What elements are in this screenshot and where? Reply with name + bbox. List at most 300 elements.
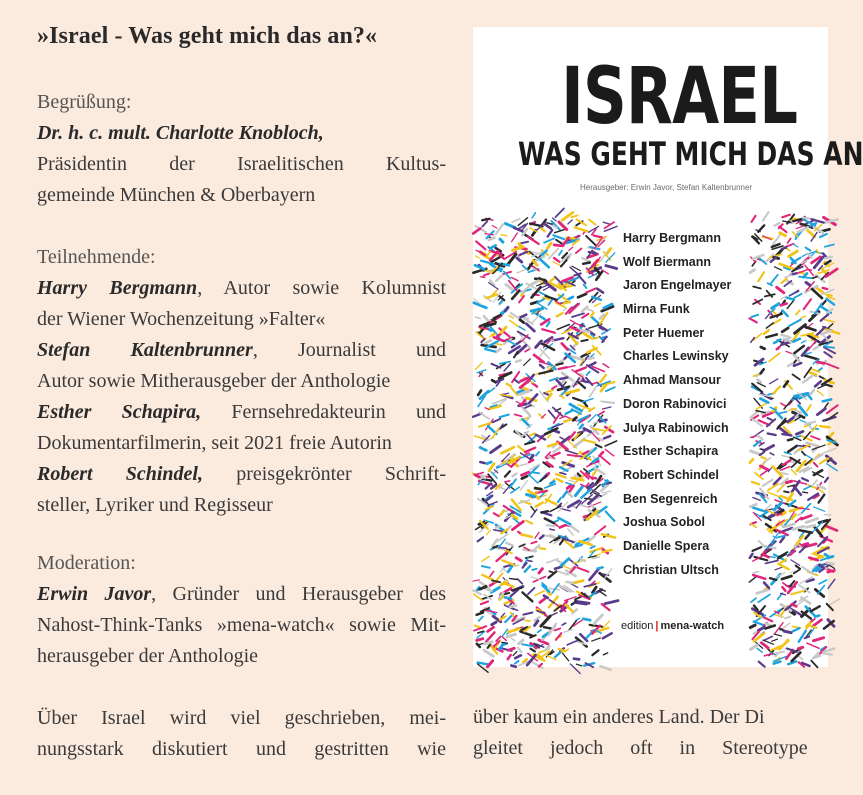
pattern-stroke [490,571,494,576]
participant-desc: Fernsehredakteurin und [201,401,446,423]
pattern-stroke [758,436,763,440]
pattern-stroke [590,548,601,552]
pattern-stroke [766,624,771,626]
welcome-section [37,87,446,211]
pattern-stroke [774,634,782,636]
pattern-stroke [828,579,835,588]
pattern-stroke [559,367,567,369]
pattern-stroke [540,536,543,539]
pattern-stroke [565,597,576,601]
pattern-stroke [510,578,517,579]
pattern-stroke [589,358,594,359]
pattern-stroke [766,323,773,328]
pattern-stroke [752,482,759,485]
pattern-stroke [592,297,601,300]
pattern-stroke [575,545,581,546]
pattern-stroke [553,338,564,340]
pattern-stroke [567,485,571,488]
pattern-stroke [475,363,482,370]
pattern-stroke [605,601,618,604]
pattern-stroke [822,653,832,655]
pattern-stroke [523,388,529,390]
pattern-stroke [496,224,503,234]
cover-editors: Herausgeber: Erwin Javor, Stefan Kaltenbrunner [580,183,753,192]
pattern-stroke [770,379,778,384]
pattern-stroke [761,466,769,470]
pattern-stroke [502,560,514,565]
pattern-stroke [784,339,792,342]
pattern-stroke [814,463,818,467]
pattern-stroke [517,579,522,584]
pattern-stroke [583,619,590,620]
pattern-stroke [560,417,565,419]
pattern-stroke [576,249,582,254]
pattern-stroke [485,349,495,352]
pattern-stroke [511,638,515,640]
pattern-stroke [566,410,573,414]
cover-author: Danielle Spera [623,538,710,553]
participants-section [37,242,446,521]
pattern-stroke [820,234,827,237]
pattern-stroke [761,347,765,349]
pattern-stroke [540,259,549,267]
pattern-stroke [804,426,808,427]
pattern-stroke [825,478,828,482]
pattern-stroke [782,279,787,283]
pattern-stroke [764,654,773,656]
participant-desc-line: steller, Lyriker und Regisseur [37,494,273,516]
pattern-stroke [751,598,756,602]
cover-subtitle: WAS GEHT MICH DAS AN [518,135,863,173]
pattern-stroke [774,340,780,343]
pattern-stroke [562,652,569,661]
pattern-stroke [515,655,521,658]
pattern-stroke [750,270,754,273]
pattern-stroke [604,436,610,438]
pattern-stroke [582,399,593,403]
pattern-stroke [806,455,813,460]
pattern-stroke [780,537,784,542]
pattern-stroke [569,493,572,496]
pattern-stroke [557,479,563,482]
pattern-stroke [572,215,578,217]
pattern-stroke [505,584,513,587]
pattern-stroke [591,313,594,317]
pattern-stroke [557,313,563,316]
pattern-stroke [826,363,839,368]
pattern-stroke [803,492,808,493]
pattern-stroke [813,277,817,279]
pattern-stroke [482,221,487,227]
pattern-stroke [821,331,830,334]
pattern-stroke [811,390,814,394]
pattern-stroke [536,503,543,507]
pattern-stroke [814,638,824,641]
pattern-stroke [799,530,812,532]
pattern-stroke [482,566,490,568]
pattern-stroke [801,316,805,318]
pattern-stroke [535,488,541,489]
pattern-stroke [812,219,824,222]
pattern-stroke [485,341,491,344]
pattern-stroke [510,605,516,607]
pattern-stroke [527,560,532,561]
pattern-stroke [825,554,829,557]
pattern-stroke [783,587,786,590]
pattern-stroke [806,534,810,539]
participant-desc: , Autor sowie Kolumnist [197,277,446,299]
pattern-stroke [806,525,815,527]
pattern-stroke [823,448,836,453]
pattern-stroke [482,556,490,561]
pattern-stroke [513,474,517,477]
pattern-stroke [816,362,824,363]
pattern-stroke [571,584,578,588]
pattern-stroke [560,525,566,527]
pattern-stroke [547,322,550,326]
pattern-stroke [562,343,568,349]
cover-author: Ahmad Mansour [623,373,721,388]
pattern-stroke [500,362,510,364]
pattern-stroke [586,236,596,245]
pattern-stroke [796,566,800,569]
publisher-brand: mena-watch [660,620,725,632]
cover-author-list [623,227,731,582]
pattern-stroke [791,591,804,595]
pattern-stroke [555,567,562,569]
pattern-stroke [578,382,585,388]
pattern-stroke [791,462,796,463]
pattern-stroke [815,381,821,386]
pattern-stroke [564,420,571,422]
pattern-stroke [491,446,501,453]
pattern-stroke [590,569,599,580]
pattern-stroke [777,514,781,515]
pattern-stroke [569,480,574,481]
pattern-stroke [603,633,612,638]
pattern-stroke [773,387,779,394]
pattern-stroke [555,629,561,631]
pattern-stroke [541,616,550,626]
pattern-stroke [479,617,483,621]
pattern-stroke [481,339,484,342]
pattern-stroke [525,566,530,572]
pattern-stroke [484,274,489,276]
pattern-stroke [828,599,840,606]
pattern-stroke [589,387,596,397]
pattern-stroke [496,526,501,527]
pattern-stroke [603,364,609,368]
pattern-stroke [477,639,483,641]
pattern-stroke [779,498,782,501]
pattern-stroke [526,521,532,524]
pattern-stroke [539,569,542,573]
pattern-stroke [487,530,491,534]
pattern-stroke [520,464,527,466]
pattern-stroke [481,476,485,478]
pattern-stroke [508,648,514,650]
pattern-stroke [512,278,518,281]
pattern-stroke [542,329,555,333]
cover-author: Christian Ultsch [623,562,719,577]
pattern-stroke [522,476,527,478]
welcome-role-line: Präsidentin der Israelitischen Kultus- [37,153,446,175]
pattern-stroke [805,356,819,360]
pattern-stroke [768,418,773,420]
pattern-stroke [806,519,818,523]
moderator-desc-line: Nahost-Think-Tanks »mena-watch« sowie Mit- [37,614,446,636]
pattern-stroke [587,372,590,375]
pattern-stroke [532,569,536,570]
pattern-stroke [535,532,539,538]
pattern-stroke [806,283,810,286]
pattern-stroke [553,218,557,221]
pattern-stroke [820,490,824,492]
pattern-stroke [757,590,769,594]
pattern-stroke [577,568,588,572]
pattern-stroke [781,335,788,337]
pattern-stroke [591,317,599,324]
pattern-stroke [531,577,540,580]
cover-title: ISRAEL [561,52,798,142]
pattern-stroke [544,393,548,395]
pattern-stroke [520,481,527,491]
pattern-stroke [786,650,792,659]
pattern-stroke [535,591,544,595]
participant-name: Esther Schapira, [37,401,202,423]
pattern-stroke [573,581,583,584]
pattern-stroke [787,300,794,309]
pattern-stroke [497,534,508,541]
pattern-stroke [801,341,806,343]
pattern-stroke [501,447,514,453]
pattern-stroke [482,219,489,221]
pattern-stroke [819,580,827,584]
pattern-stroke [576,487,583,496]
pattern-stroke [493,419,501,422]
pattern-stroke [794,294,802,298]
pattern-stroke [536,452,539,456]
pattern-stroke [761,470,768,475]
pattern-stroke [578,294,586,298]
pattern-stroke [796,431,803,434]
pattern-stroke [540,548,545,549]
pattern-stroke [477,613,483,615]
participant-desc: , Journalist und [252,339,446,361]
pattern-stroke [772,304,779,309]
pattern-stroke [516,558,521,561]
pattern-stroke [784,381,788,386]
pattern-stroke [827,324,833,330]
pattern-stroke [763,212,769,221]
pattern-stroke [576,618,580,620]
pattern-stroke [539,371,552,374]
pattern-stroke [605,449,613,455]
pattern-stroke [510,320,519,327]
pattern-stroke [793,526,804,529]
participant-name: Harry Bergmann [37,277,198,299]
pattern-stroke [520,320,524,323]
pattern-stroke [807,405,811,411]
pattern-stroke [556,240,562,244]
pattern-stroke [750,554,753,558]
pattern-stroke [563,491,567,497]
pattern-stroke [520,252,527,255]
pattern-stroke [519,640,523,644]
pattern-stroke [544,224,551,229]
pattern-stroke [583,440,595,443]
cover-publisher [621,620,724,632]
pattern-stroke [781,473,787,474]
pattern-stroke [523,563,527,568]
pattern-stroke [501,235,506,236]
pattern-stroke [568,220,572,224]
pattern-stroke [782,434,791,435]
pattern-stroke [770,453,774,455]
pattern-stroke [516,360,521,362]
pattern-stroke [473,580,479,581]
pattern-stroke [563,308,567,310]
pattern-stroke [522,472,529,475]
pattern-stroke [825,245,834,247]
pattern-stroke [508,629,519,632]
pattern-stroke [489,464,494,471]
pattern-stroke [811,436,820,439]
pattern-stroke [813,480,817,485]
pattern-stroke [772,639,778,641]
pattern-stroke [540,365,544,368]
pattern-stroke [782,248,786,249]
pattern-stroke [546,390,553,392]
pattern-stroke [531,455,533,459]
pattern-stroke [606,511,615,521]
pattern-stroke [485,642,493,644]
cover-pattern-right [749,217,828,667]
pattern-stroke [798,647,803,649]
pattern-stroke [828,570,835,572]
pattern-stroke [753,547,762,551]
pattern-stroke [525,442,534,445]
pattern-stroke [549,411,556,419]
pattern-stroke [488,644,491,648]
pattern-stroke [758,380,761,383]
participant-desc-line: der Wiener Wochenzeitung »Falter« [37,308,326,330]
pattern-stroke [545,519,554,524]
pattern-stroke [487,252,490,257]
pattern-stroke [480,462,484,463]
pattern-stroke [577,664,582,666]
pattern-stroke [828,295,832,296]
pattern-stroke [521,315,527,318]
pattern-stroke [796,310,800,314]
pattern-stroke [596,445,602,448]
participant-entry [37,397,446,428]
pattern-stroke [512,219,520,222]
pattern-stroke [594,303,600,306]
pattern-stroke [749,577,756,582]
cover-author: Wolf Biermann [623,254,711,269]
participants-label: Teilnehmende: [37,246,156,268]
pattern-stroke [791,560,800,566]
pattern-stroke [580,425,583,428]
body-text-left [37,703,446,765]
pattern-stroke [773,320,781,324]
pattern-stroke [762,643,769,648]
pattern-stroke [807,643,819,648]
pattern-stroke [825,515,831,516]
pattern-stroke [586,288,596,292]
pattern-stroke [560,509,570,511]
pattern-stroke [799,406,807,415]
pattern-stroke [515,661,519,664]
pattern-stroke [531,542,536,544]
welcome-role-line: gemeinde München & Oberbayern [37,184,316,206]
pattern-stroke [794,486,801,495]
pattern-stroke [560,378,567,380]
cover-pattern-left [473,217,606,667]
pattern-stroke [573,418,576,421]
pattern-stroke [500,415,509,418]
pattern-stroke [547,223,552,224]
pattern-stroke [761,457,765,459]
pattern-stroke [817,409,825,415]
pattern-stroke [509,462,515,464]
pattern-stroke [475,317,480,319]
pattern-stroke [481,602,488,605]
pattern-stroke [774,223,779,226]
cover-author: Julya Rabinowich [623,420,729,435]
pattern-stroke [513,652,517,656]
pattern-stroke [496,349,501,352]
participant-desc-line: Dokumentarfilmerin, seit 2021 freie Autorin [37,432,392,454]
pattern-stroke [518,648,521,652]
body-line: gleitet jedoch oft in Stereotype [473,737,808,759]
pattern-stroke [774,410,782,418]
pattern-stroke [506,285,512,290]
pattern-stroke [492,364,501,368]
pattern-stroke [482,479,491,481]
pattern-stroke [811,606,820,611]
pattern-stroke [592,638,601,641]
pattern-stroke [603,407,611,409]
pattern-stroke [589,220,596,225]
pattern-stroke [578,275,586,284]
pattern-stroke [521,534,531,537]
pattern-stroke [569,247,573,250]
pattern-stroke [525,448,535,452]
pattern-stroke [757,649,762,653]
pattern-stroke [502,629,507,636]
pattern-stroke [567,641,577,645]
pattern-stroke [500,510,504,515]
welcome-name: Dr. h. c. mult. Charlotte Knobloch, [37,122,324,144]
pattern-stroke [775,567,782,570]
pattern-stroke [569,297,573,299]
pattern-stroke [548,243,551,248]
pattern-stroke [758,595,770,603]
pattern-stroke [508,655,511,659]
pattern-stroke [473,229,480,234]
pattern-stroke [507,634,516,637]
pattern-stroke [804,299,811,309]
pattern-stroke [533,472,539,473]
pattern-stroke [493,546,497,548]
pattern-stroke [488,661,493,667]
pattern-stroke [752,216,756,222]
pattern-stroke [775,267,782,270]
pattern-stroke [488,627,494,631]
cover-author: Joshua Sobol [623,515,705,530]
